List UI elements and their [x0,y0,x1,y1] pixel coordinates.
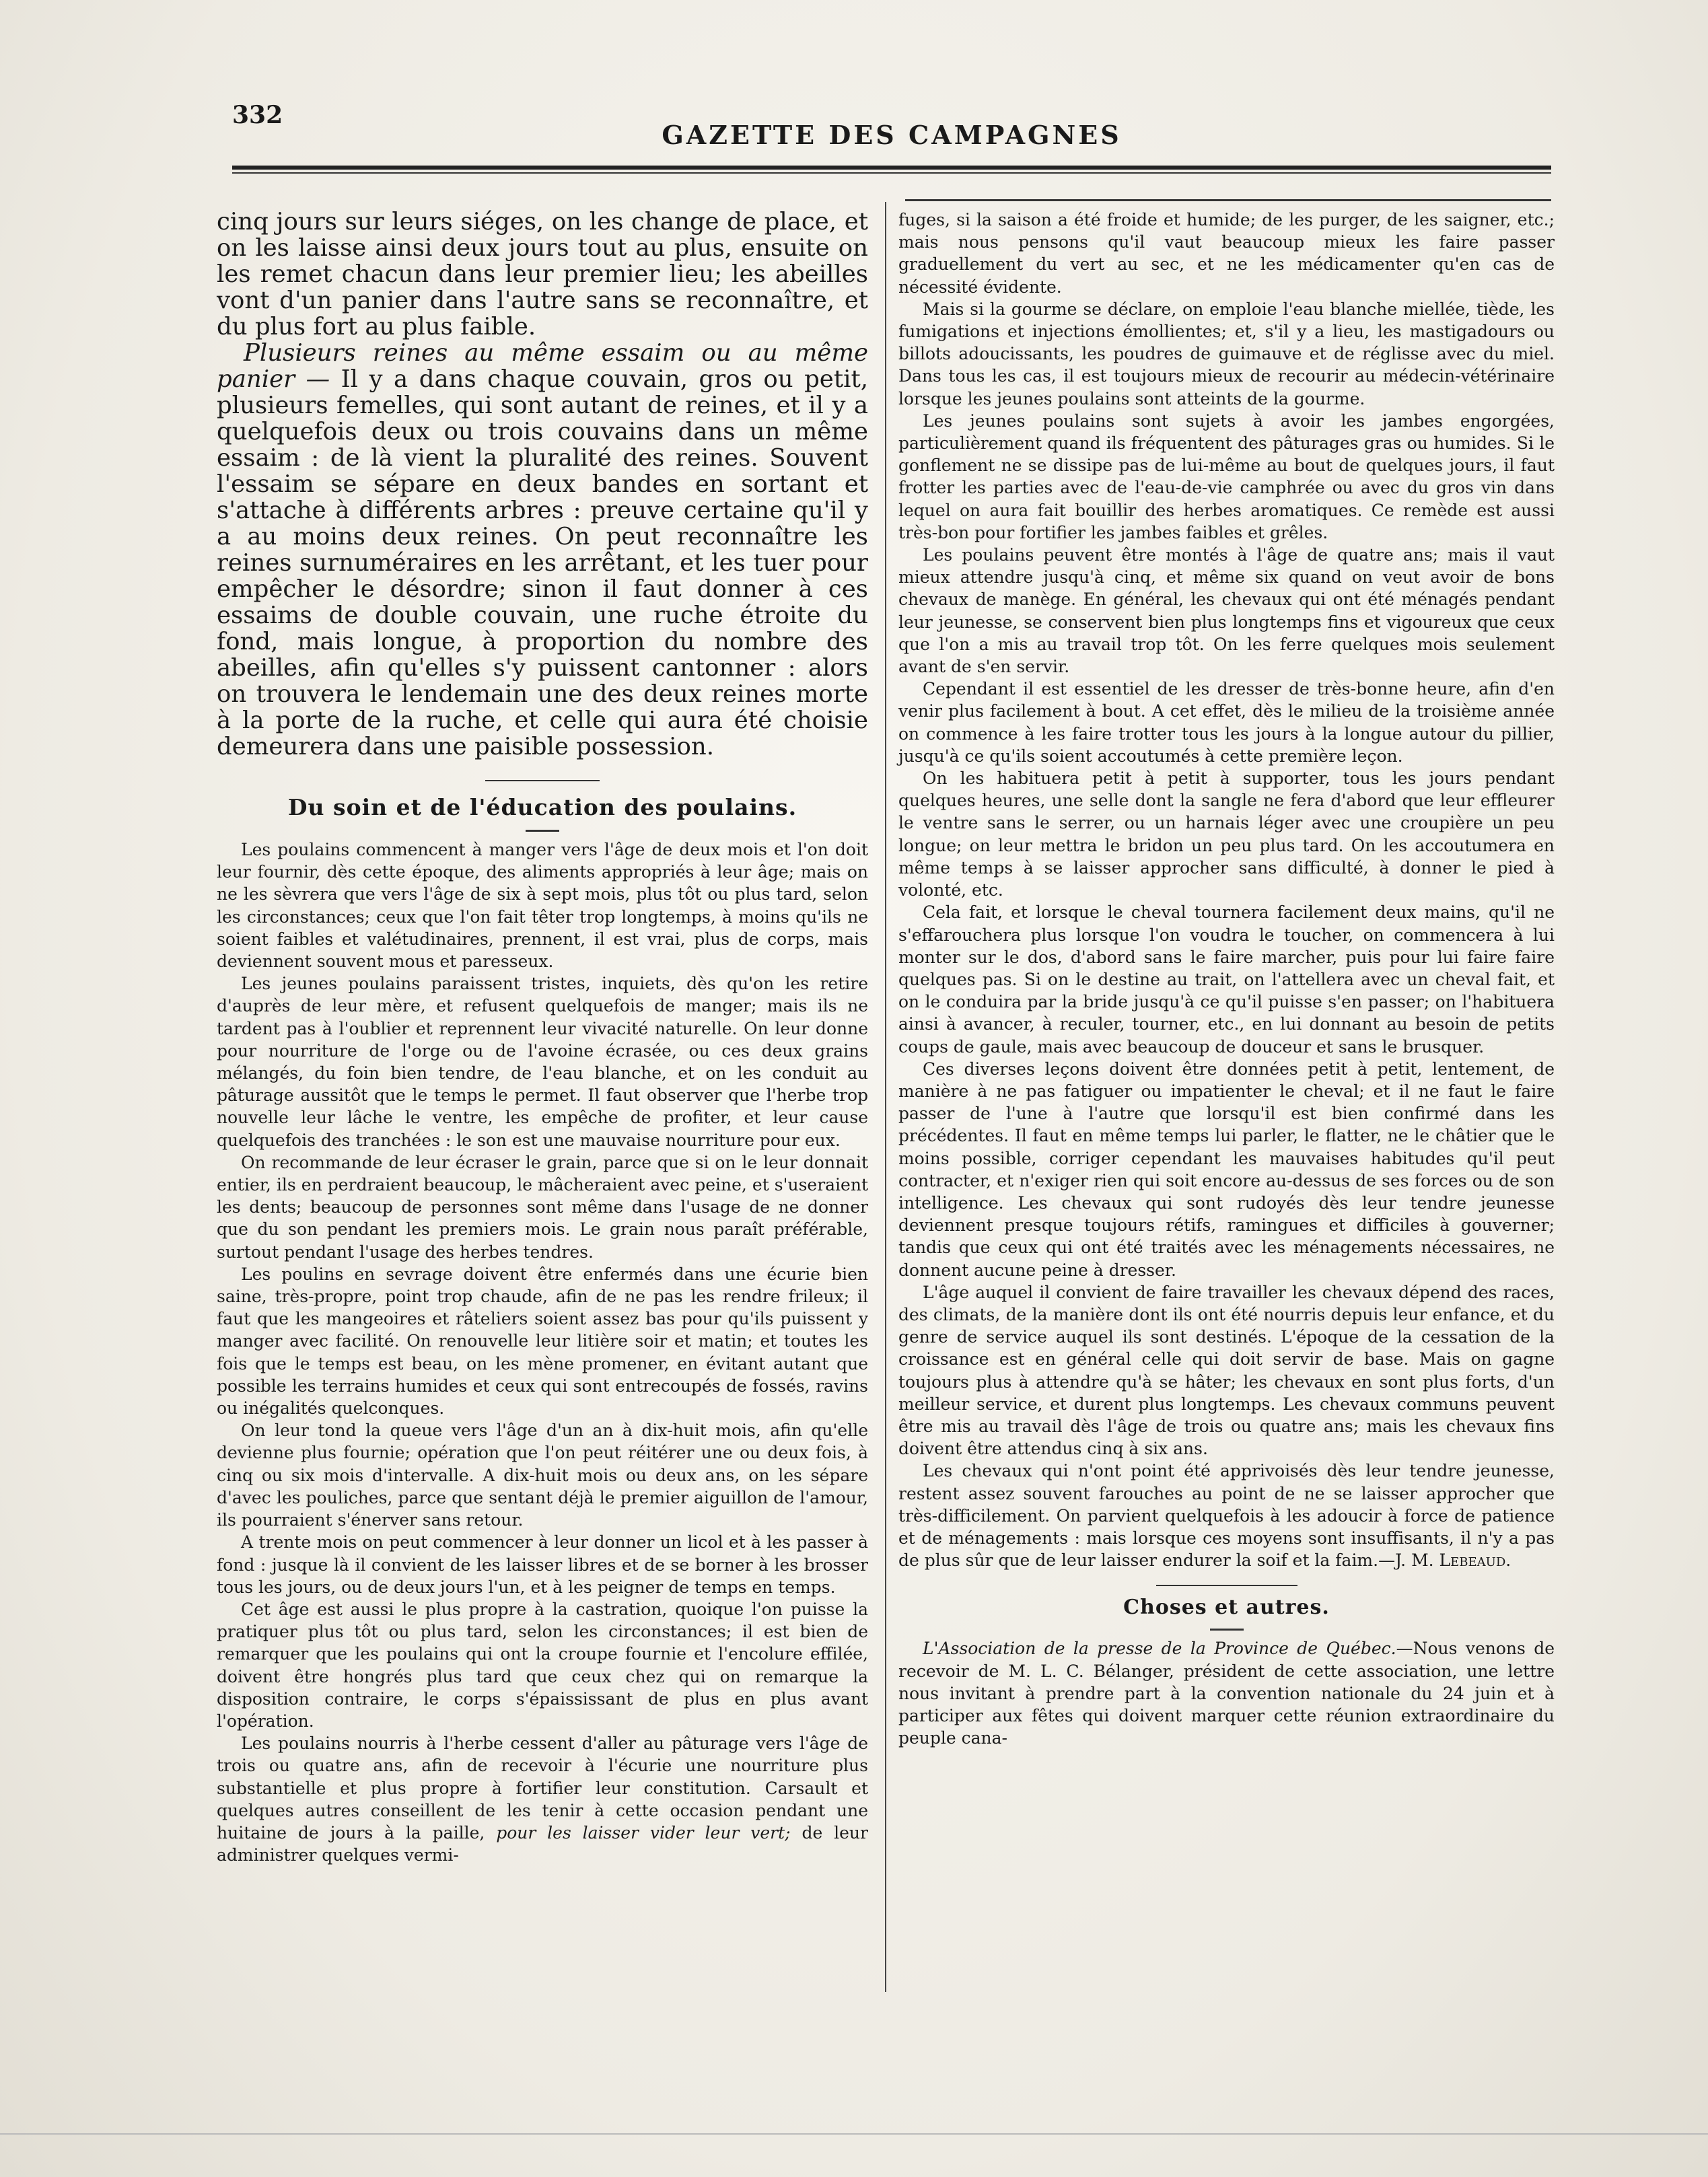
page-number: 332 [232,101,283,129]
article-title: Du soin et de l'éducation des poulains. [287,794,797,820]
title-dash [1210,1629,1244,1631]
paragraph-text: Les poulains nourris à l'herbe cessent d'aller au pâturage vers l'âge de trois ou quatre ans, afin de recevoir à l'écurie une nourriture plus substantielle et plus propre à fortifier leur constitution. Carsault et quelques autres conseillent de les tenir à cette occasion pendant une huitaine de jours à la paille, [217,1734,868,1843]
author-signature: J. M. Lebeaud. [1395,1550,1511,1571]
article-paragraph: Cela fait, et lorsque le cheval tournera facilement deux mains, qu'il ne s'effarouchera plus lorsque l'on voudra le toucher, on commencera à lui monter sur le dos, d'abord sans le faire marcher, puis pour lui faire faire quelques pas. Si on le destine au trait, on l'attellera avec un cheval fait, et on le conduira par la bride jusqu'à ce qu'il puisse s'en passer; on l'habituera ainsi à avancer, à reculer, tourner, etc., en lui donnant au besoin de petits coups de gaule, mais avec beaucoup de douceur et sans le brusquer. [898,902,1555,1057]
header-rule-thin [232,172,1551,174]
article-paragraph: Les jeunes poulains sont sujets à avoir les jambes engorgées, particulièrement quand ils fréquentent des pâturages gras ou humides. Si le gonflement ne se dissipe pas de lui-même au bout de quelques jours, il faut frotter les parties avec de l'eau-de-vie camphrée ou avec du gros vin dans lequel on aura fait bouillir des herbes aromatiques. Ce remède est aussi très-bon pour fortifier les jambes faibles et grêles. [898,411,1555,542]
paragraph-text: Les chevaux qui n'ont point été apprivoisés dès leur tendre jeunesse, restent assez souvent farouches au point de ne se laisser approcher que très-difficilement. On parvient quelquefois à les adoucir à force de patience et de ménagements : mais lorsque ces moyens sont insuffisants, il n'y a pas de plus sûr que de leur laisser endurer la soif et la faim.— [898,1461,1555,1571]
queens-paragraph [217,340,868,760]
article-paragraph: Mais si la gourme se déclare, on emploie l'eau blanche miellée, tiède, les fumigations et injections émollientes; et, s'il y a lieu, les mastigadours ou billots adoucissants, les poudres de guimauve et de réglisse avec du miel. Dans tous les cas, il est toujours mieux de recourir au médecin-vétérinaire lorsque les jeunes poulains sont atteints de la gourme. [898,299,1555,408]
article-paragraph: Les poulins en sevrage doivent être enfermés dans une écurie bien saine, très-propre, point trop chaude, afin de ne pas les rendre frileux; il faut que les mangeoires et râteliers soient assez bas pour qu'ils puissent y manger avec facilité. On renouvelle leur litière soir et matin; et toutes les fois que le temps est beau, on les mène promener, en évitant autant que possible les terrains humides et ceux qui sont entrecoupés de fossés, ravins ou inégalités quelconques. [217,1264,868,1419]
article-paragraph [898,1460,1555,1571]
paragraph-text: de leur administrer quelques vermi- [217,1822,868,1865]
queens-subhead: Plusieurs reines au même essaim ou au même panier — [217,339,868,393]
section-rule [1156,1585,1297,1586]
ornament-rule [485,780,600,781]
article-paragraph: Cet âge est aussi le plus propre à la castration, quoique l'on puisse la pratiquer plus tôt ou plus tard, selon les circonstances; il est bien de remarquer que les poulains qui ont la croupe fournie et l'encolure effilée, doivent être hongrés plus tard que ceux chez qui on remarque la disposition contraire, le corps s'épaississant de plus en plus avant l'opération. [217,1599,868,1731]
publication-title: GAZETTE DES CAMPAGNES [662,120,1122,150]
right-column-top-rule [905,199,1551,201]
article-paragraph: Les poulains peuvent être montés à l'âge de quatre ans; mais il vaut mieux attendre jusqu'à cinq, et même six quand on veut avoir de bons chevaux de manège. En général, les chevaux qui ont été ménagés pendant leur jeunesse, se conservent bien plus longtemps fins et vigoureux que ceux que l'on a mis au travail trop tôt. On les ferre quelques mois seulement avant de s'en servir. [898,545,1555,677]
page-header [232,101,1551,155]
left-column [217,209,868,1866]
header-rule-thick [232,166,1551,170]
article-paragraph: Les poulains commencent à manger vers l'âge de deux mois et l'on doit leur fournir, dès cette époque, des aliments appropriés à leur âge; mais on ne les sèvrera que vers l'âge de six à sept mois, plus tôt ou plus tard, selon les circonstances; ceux que l'on fait têter trop longtemps, à moins qu'ils ne soient faibles et valétudinaires, prennent, il est vrai, plus de corps, mais deviennent souvent mous et paresseux. [217,840,868,972]
column-divider [885,202,886,1992]
article-paragraph: fuges, si la saison a été froide et humide; de les purger, de les saigner, etc.; mais nous pensons qu'il vaut beaucoup mieux les faire passer graduellement du vert au sec, et ne les médicamenter qu'en cas de nécessité évidente. [898,210,1555,297]
title-dash [526,830,559,832]
article-paragraph: Cependant il est essentiel de les dresser de très-bonne heure, afin d'en venir plus facilement à bout. A cet effet, dès le milieu de la troisième année on commence à les faire trotter tous les jours à la longue autour du pillier, jusqu'à ce qu'ils soient accoutumés à cette première leçon. [898,679,1555,766]
bees-section [217,209,868,760]
poulains-article-right [898,209,1555,1571]
article-paragraph: On les habituera petit à petit à supporter, tous les jours pendant quelques heures, une selle dont la sangle ne fera d'abord que leur effleurer le ventre sans le serrer, ou un harnais léger avec une croupière un peu longue; on leur mettra le bridon un peu plus tard. On les accoutumera en même temps à se laisser approcher sans difficulté, à donner le pied à volonté, etc. [898,769,1555,900]
queens-text: Il y a dans chaque couvain, gros ou petit, plusieurs femelles, qui sont autant de reines, et il y a quelquefois deux ou trois couvains dans un même essaim : de là vient la pluralité des reines. Souvent l'essaim se sépare en deux bandes en sortant et s'attache à différents arbres : preuve certaine qu'il y a au moins deux reines. On peut reconnaître les reines surnuméraires en les arrêtant, et les tuer pour empêcher le désordre; sinon il faut donner à ces essaims de double couvain, une ruche étroite du fond, mais longue, à proportion du nombre des abeilles, afin qu'elles s'y puissent cantonner : alors on trouvera le lendemain une des deux reines morte à la porte de la ruche, et celle qui aura été choisie demeurera dans une paisible possession. [217,365,868,760]
italic-phrase: L'Association de la presse de la Province de Québec. [923,1639,1396,1659]
article-paragraph: Les jeunes poulains paraissent tristes, inquiets, dès qu'on les retire d'auprès de leur mère, et refusent quelquefois de manger; mais ils ne tardent pas à l'oublier et reprennent leur vivacité naturelle. On leur donne pour nourriture de l'orge ou de l'avoine écrasée, ou ces deux grains mélangés, du foin bien tendre, de l'eau blanche, et on les conduit au pâturage aussitôt que le temps le permet. Il faut observer que l'herbe trop nouvelle leur lâche le ventre, les empêche de profiter, et leur cause quelquefois des tranchées : le son est une mauvaise nourriture pour eux. [217,974,868,1150]
article-paragraph: A trente mois on peut commencer à leur donner un licol et à les passer à fond : jusque là il convient de les laisser libres et de se borner à les brosser tous les jours, ou de deux jours l'un, et à les peigner de temps en temps. [217,1532,868,1597]
article-paragraph: Ces diverses leçons doivent être données petit à petit, lentement, de manière à ne pas fatiguer ou impatienter le cheval; et il ne faut le faire passer de l'une à l'autre que lorsqu'il est bien confirmé dans les précédentes. Il faut en même temps lui parler, le flatter, ne le châtier que le moins possible, corriger cependant les mauvaises habitudes qu'il peut contracter, et n'exiger rien qui soit encore au-dessus de ses forces ou de son intelligence. Les chevaux qui sont rudoyés dès leur tendre jeunesse deviennent presque toujours rétifs, ramingues et difficiles à gouverner; tandis que ceux qui ont été traités avec les ménagements nécessaires, ne donnent aucune peine à dresser. [898,1059,1555,1280]
italic-phrase: pour les laisser vider leur vert; [496,1822,791,1843]
right-column [898,209,1555,1749]
page-bottom-edge [0,2133,1708,2135]
article-paragraph [898,1637,1555,1749]
article-paragraph: On leur tond la queue vers l'âge d'un an à dix-huit mois, afin qu'elle devienne plus fournie; opération que l'on peut réitérer une ou deux fois, à cinq ou six mois d'intervalle. A dix-huit mois ou deux ans, on les sépare d'avec les pouliches, parce que sentant déjà le premier aiguillon de l'amour, ils pourraient s'énerver sans retour. [217,1421,868,1530]
paragraph-text: —Nous venons de recevoir de M. L. C. Bélanger, président de cette association, une lettre nous invitant à prendre part à la convention nationale du 24 juin et à participer aux fêtes qui doivent marquer cette réunion extraordinaire du peuple cana- [898,1639,1555,1748]
article-paragraph: L'âge auquel il convient de faire travailler les chevaux dépend des races, des climats, de la manière dont ils ont été nourris depuis leur enfance, et du genre de service auquel ils sont destinés. L'époque de la cessation de la croissance est en général celle qui doit servir de base. Mais on gagne toujours plus à attendre qu'à se hâter; les chevaux en sont plus forts, d'un meilleur service, et durent plus longtemps. Les chevaux communs peuvent être mis au travail dès l'âge de trois ou quatre ans; mais les chevaux fins doivent être attendus cinq à six ans. [898,1282,1555,1459]
bees-paragraph: cinq jours sur leurs siéges, on les change de place, et on les laisse ainsi deux jours tout au plus, ensuite on les remet chacun dans leur premier lieu; les abeilles vont d'un panier dans l'autre sans se reconnaître, et du plus fort au plus faible. [217,208,868,341]
section-heading [898,1585,1555,1631]
section-title: Choses et autres. [1123,1596,1330,1620]
poulains-article-left [217,838,868,1866]
article-paragraph: On recommande de leur écraser le grain, parce que si on le leur donnait entier, ils en perdraient beaucoup, le mâcheraient avec peine, et s'useraient les dents; beaucoup de personnes sont même dans l'usage de ne donner que du son pendant les premiers mois. Le grain nous paraît préférable, surtout pendant l'usage des herbes tendres. [217,1152,868,1262]
article-paragraph [217,1732,868,1866]
article-heading [217,773,868,832]
choses-article [898,1637,1555,1749]
